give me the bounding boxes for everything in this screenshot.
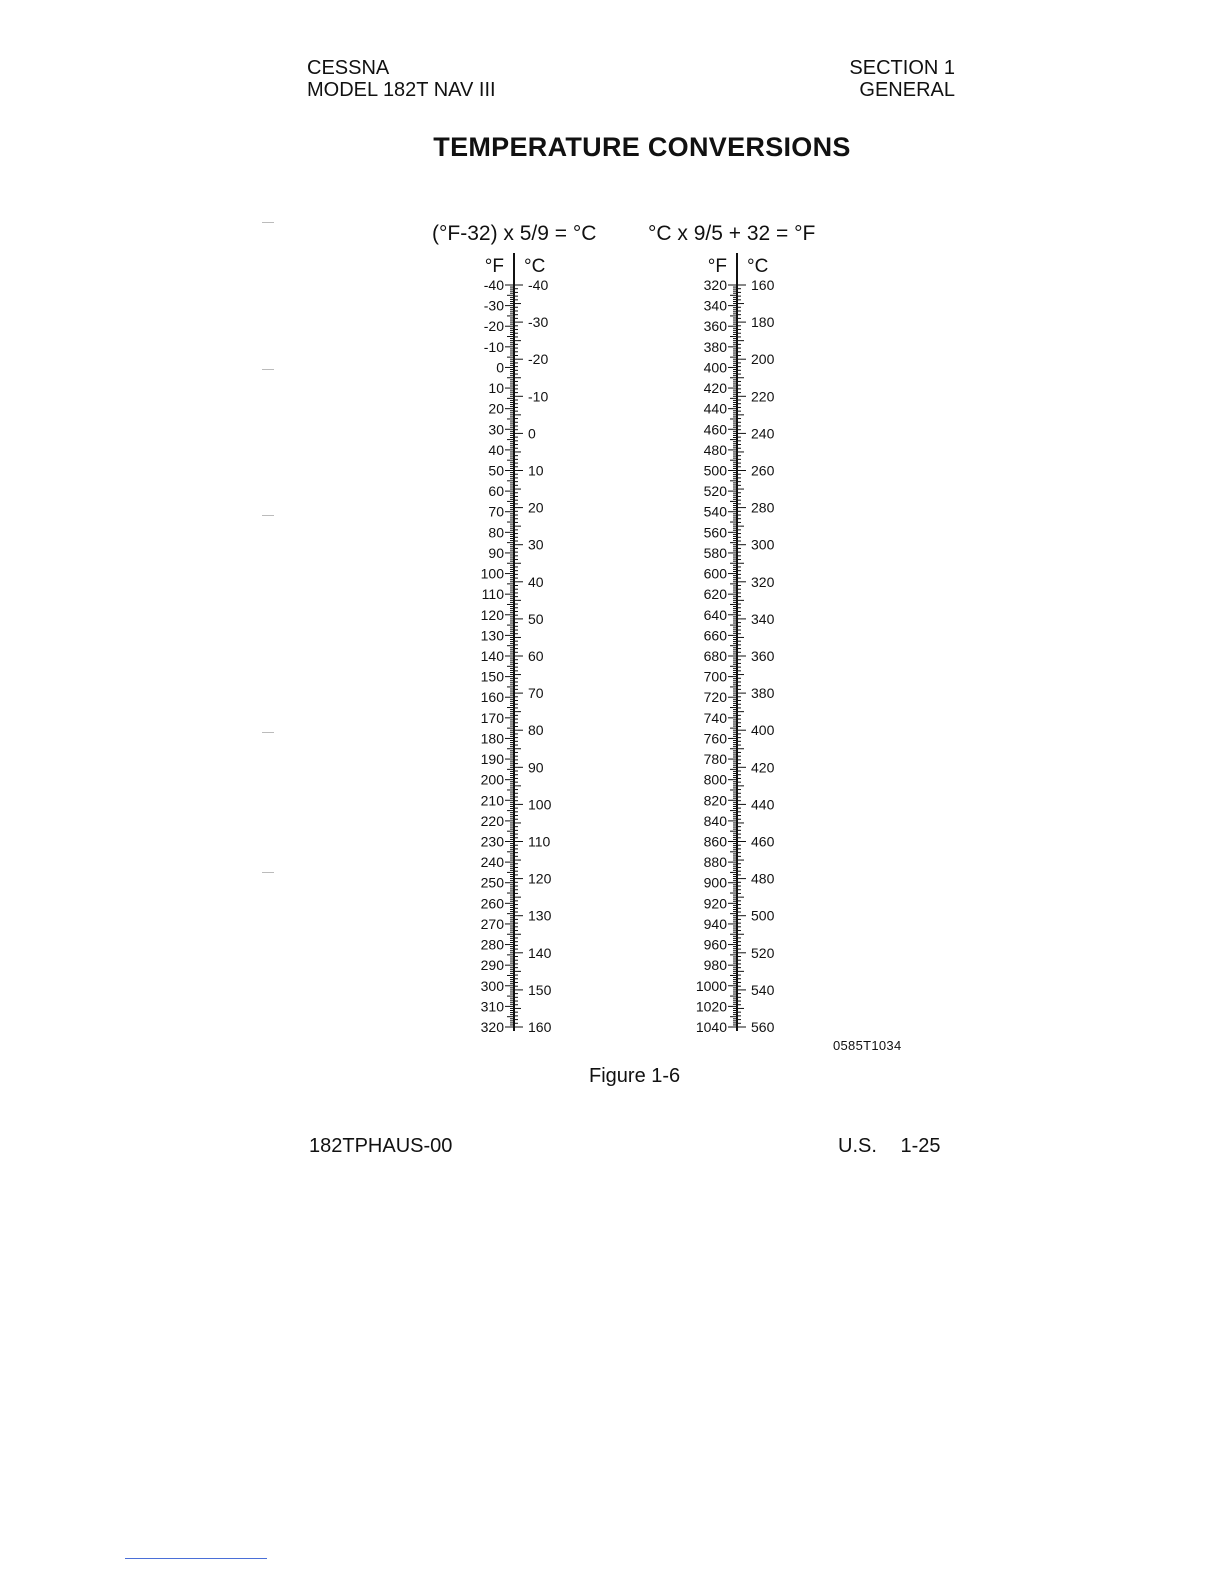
celsius-label: 200	[751, 351, 775, 368]
celsius-label: 60	[528, 648, 544, 664]
fahrenheit-label: 280	[480, 936, 504, 953]
celsius-label: 300	[751, 536, 775, 553]
celsius-unit-label: °C	[747, 256, 769, 277]
celsius-label: 180	[751, 314, 775, 331]
formula-f-to-c: (°F-32) x 5/9 = °C	[432, 222, 597, 245]
fahrenheit-label: 260	[480, 895, 504, 912]
fahrenheit-label: 380	[703, 338, 727, 355]
celsius-label: 480	[751, 870, 775, 887]
fahrenheit-label: 320	[480, 1019, 504, 1035]
celsius-label: 420	[751, 759, 775, 776]
fahrenheit-label: -30	[483, 297, 504, 314]
footer-document-id: 182TPHAUS-00	[309, 1135, 453, 1157]
celsius-label: 90	[528, 759, 544, 776]
celsius-label: 260	[751, 462, 775, 479]
fahrenheit-label: 460	[703, 421, 727, 438]
fahrenheit-label: 520	[703, 483, 727, 500]
celsius-label: -30	[528, 314, 549, 331]
fahrenheit-unit-label: °F	[484, 256, 504, 277]
celsius-label: 0	[528, 425, 536, 442]
fahrenheit-label: 220	[480, 812, 504, 829]
fahrenheit-label: 1020	[695, 998, 727, 1015]
celsius-label: -40	[528, 277, 549, 293]
fahrenheit-label: 680	[703, 648, 727, 664]
margin-mark	[262, 732, 274, 733]
margin-mark	[262, 369, 274, 370]
celsius-label: 460	[751, 833, 775, 850]
celsius-label: 110	[528, 833, 551, 850]
celsius-label: 10	[528, 462, 544, 479]
fahrenheit-label: 30	[488, 421, 504, 438]
celsius-label: 40	[528, 573, 544, 590]
celsius-label: 400	[751, 722, 775, 739]
fahrenheit-label: 960	[703, 936, 727, 953]
fahrenheit-label: 940	[703, 915, 727, 932]
celsius-label: 320	[751, 573, 775, 590]
fahrenheit-label: 250	[480, 874, 504, 891]
margin-mark	[262, 515, 274, 516]
fahrenheit-label: 20	[488, 400, 504, 417]
fahrenheit-label: 720	[703, 689, 727, 706]
fahrenheit-label: 290	[480, 957, 504, 974]
fahrenheit-label: 300	[480, 977, 504, 994]
fahrenheit-label: 500	[703, 462, 727, 479]
fahrenheit-label: 480	[703, 441, 727, 458]
fahrenheit-label: 800	[703, 771, 727, 788]
fahrenheit-label: -40	[483, 277, 504, 293]
fahrenheit-label: 230	[480, 833, 504, 850]
celsius-label: 540	[751, 981, 775, 998]
fahrenheit-label: 760	[703, 730, 727, 747]
fahrenheit-label: 620	[703, 586, 727, 603]
fahrenheit-label: 740	[703, 709, 727, 726]
formula-c-to-f: °C x 9/5 + 32 = °F	[648, 222, 816, 245]
fahrenheit-label: 70	[488, 503, 504, 520]
celsius-label: 20	[528, 499, 544, 516]
fahrenheit-label: 700	[703, 668, 727, 685]
fahrenheit-label: 540	[703, 503, 727, 520]
fahrenheit-label: 560	[703, 524, 727, 541]
celsius-label: 100	[528, 796, 552, 813]
fahrenheit-label: 130	[480, 627, 504, 644]
celsius-label: 150	[528, 981, 552, 998]
fahrenheit-label: 400	[703, 359, 727, 376]
fahrenheit-label: 1040	[695, 1019, 727, 1035]
fahrenheit-label: 360	[703, 318, 727, 335]
fahrenheit-label: 150	[480, 668, 504, 685]
fahrenheit-label: 660	[703, 627, 727, 644]
fahrenheit-label: 90	[488, 544, 504, 561]
fahrenheit-label: 140	[480, 648, 504, 664]
fahrenheit-label: 110	[481, 586, 504, 603]
fahrenheit-label: 120	[480, 606, 504, 623]
margin-mark	[262, 222, 274, 223]
fahrenheit-label: 600	[703, 565, 727, 582]
fahrenheit-label: 920	[703, 895, 727, 912]
celsius-label: -20	[528, 351, 549, 368]
fahrenheit-label: 780	[703, 751, 727, 768]
fahrenheit-label: 50	[488, 462, 504, 479]
celsius-label: 160	[528, 1019, 552, 1035]
celsius-label: 440	[751, 796, 775, 813]
fahrenheit-label: 900	[703, 874, 727, 891]
fahrenheit-label: 860	[703, 833, 727, 850]
page-title: TEMPERATURE CONVERSIONS	[433, 132, 851, 162]
celsius-label: 160	[751, 277, 775, 293]
bottom-rule	[125, 1558, 267, 1559]
celsius-label: 380	[751, 685, 775, 702]
celsius-label: 500	[751, 907, 775, 924]
figure-id: 0585T1034	[833, 1038, 902, 1053]
fahrenheit-label: 160	[480, 689, 504, 706]
celsius-label: -10	[528, 388, 549, 405]
celsius-label: 360	[751, 648, 775, 664]
header-section: SECTION 1	[849, 57, 955, 79]
fahrenheit-label: -20	[483, 318, 504, 335]
header-model: MODEL 182T NAV III	[307, 79, 496, 101]
fahrenheit-label: 880	[703, 854, 727, 871]
fahrenheit-label: 640	[703, 606, 727, 623]
footer-page-number: U.S. 1-25	[838, 1135, 941, 1157]
header-manufacturer: CESSNA	[307, 57, 390, 79]
fahrenheit-label: -10	[483, 338, 504, 355]
celsius-label: 220	[751, 388, 775, 405]
scale-2	[696, 253, 775, 1035]
celsius-label: 30	[528, 536, 544, 553]
figure-caption: Figure 1-6	[589, 1065, 681, 1087]
fahrenheit-label: 100	[480, 565, 504, 582]
fahrenheit-label: 340	[703, 297, 727, 314]
fahrenheit-label: 1000	[695, 977, 727, 994]
celsius-unit-label: °C	[524, 256, 546, 277]
scale-1	[481, 253, 552, 1035]
header-section-name: GENERAL	[859, 79, 955, 101]
fahrenheit-label: 980	[703, 957, 727, 974]
fahrenheit-label: 240	[480, 854, 504, 871]
fahrenheit-label: 420	[703, 380, 727, 397]
fahrenheit-label: 820	[703, 792, 727, 809]
celsius-label: 280	[751, 499, 775, 516]
margin-mark	[262, 872, 274, 873]
fahrenheit-label: 580	[703, 544, 727, 561]
fahrenheit-unit-label: °F	[707, 256, 727, 277]
celsius-label: 240	[751, 425, 775, 442]
fahrenheit-label: 210	[480, 792, 504, 809]
fahrenheit-label: 190	[480, 751, 504, 768]
fahrenheit-label: 60	[488, 483, 504, 500]
celsius-label: 140	[528, 944, 552, 961]
fahrenheit-label: 170	[480, 709, 504, 726]
fahrenheit-label: 0	[496, 359, 504, 376]
celsius-label: 50	[528, 610, 544, 627]
fahrenheit-label: 80	[488, 524, 504, 541]
fahrenheit-label: 40	[488, 441, 504, 458]
fahrenheit-label: 320	[703, 277, 727, 293]
celsius-label: 520	[751, 944, 775, 961]
fahrenheit-label: 840	[703, 812, 727, 829]
celsius-label: 560	[751, 1019, 775, 1035]
celsius-label: 70	[528, 685, 544, 702]
fahrenheit-label: 180	[480, 730, 504, 747]
fahrenheit-label: 270	[480, 915, 504, 932]
celsius-label: 80	[528, 722, 544, 739]
celsius-label: 120	[528, 870, 552, 887]
fahrenheit-label: 10	[488, 380, 504, 397]
fahrenheit-label: 440	[703, 400, 727, 417]
celsius-label: 130	[528, 907, 552, 924]
fahrenheit-label: 200	[480, 771, 504, 788]
fahrenheit-label: 310	[480, 998, 504, 1015]
celsius-label: 340	[751, 610, 775, 627]
